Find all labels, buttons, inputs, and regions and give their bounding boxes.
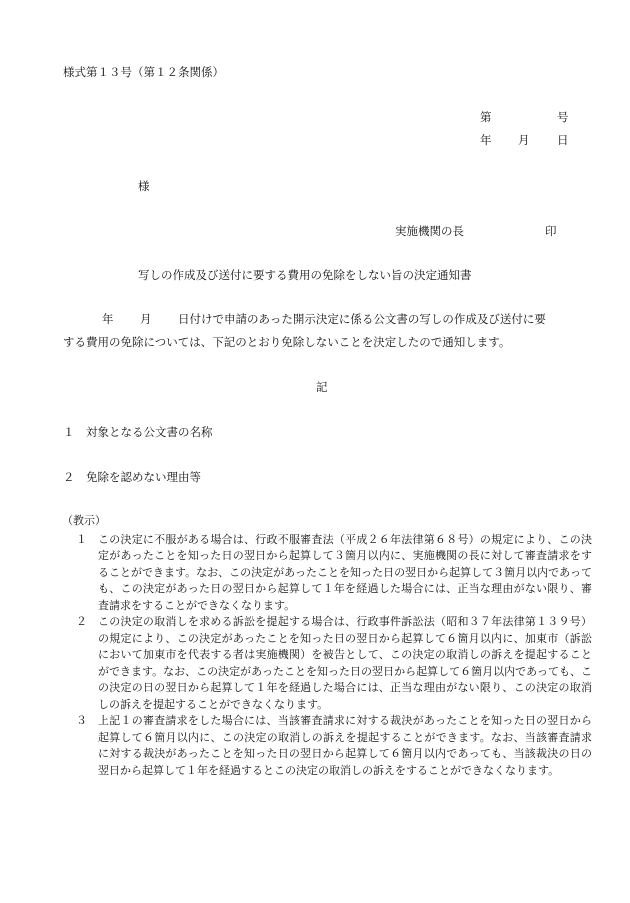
- notice-item-number: ２: [76, 615, 87, 628]
- addressee: 様: [138, 179, 150, 193]
- item-2: ２ 免除を認めない理由等: [63, 470, 201, 484]
- notice-item: [62, 713, 592, 779]
- body-month: 月: [140, 312, 152, 326]
- doc-number-prefix: 第: [480, 110, 492, 124]
- document-title: 写しの作成及び送付に要する費用の免除をしない旨の決定通知書: [138, 268, 472, 282]
- form-number: 様式第１３号（第１２条関係）: [63, 65, 224, 79]
- notice-item-text: 上記１の審査請求をした場合には、当該審査請求に対する裁決があったことを知った日の翌日から起算して６箇月以内に、この決定の取消しの訴えを提起することができます。なお、当該審査請求に対する裁決があったことを知った日の翌日から起算して６箇月以内であっても、当該裁決の日の翌日から起算して１年を経過するとこの決定の取消しの訴えをすることができなくなります。: [98, 714, 592, 777]
- notice-item-text: この決定に不服がある場合は、行政不服審査法（平成２６年法律第６８号）の規定により、この決定があったことを知った日の翌日から起算して３箇月以内に、実施機関の長に対して審査請求をすることができます。なお、この決定があったことを知った日の翌日から起算して３箇月以内であっても、この決定があった日の翌日から起算して１年を経過した場合には、正当な理由がない限り、審査請求をすることができなくなります。: [98, 532, 592, 612]
- body-line-2: する費用の免除については、下記のとおり免除しないことを決定したので通知します。: [63, 335, 511, 349]
- notice-item-text: この決定の取消しを求める訴訟を提起する場合は、行政事件訴訟法（昭和３７年法律第１３９号）の規定により、この決定があったことを知った日の翌日から起算して６箇月以内に、加東市（訴訟において加東市を代表する者は実施機関）を被告として、この決定の取消しの訴えを提起することができます。なお、この決定があったことを知った日の翌日から起算して６箇月以内であっても、この決定の日の翌日から起算して１年を経過した場合には、正当な理由がない限り、この決定の取消しの訴えを提起することができなくなります。: [98, 615, 592, 711]
- date-month: 月: [518, 133, 530, 147]
- sender: 実施機関の長: [395, 224, 464, 238]
- notice-item: [62, 532, 592, 615]
- ki-heading: 記: [316, 380, 328, 394]
- seal-mark: 印: [545, 224, 557, 238]
- body-line-1: 日付けで申請のあった開示決定に係る公文書の写しの作成及び送付に要: [178, 312, 546, 326]
- notice-heading: （教示）: [62, 514, 106, 527]
- notice-item: [62, 614, 592, 713]
- item-1: １ 対象となる公文書の名称: [63, 425, 213, 439]
- date-year: 年: [480, 133, 492, 147]
- date-day: 日: [557, 133, 569, 147]
- notice-item-number: ３: [76, 714, 87, 727]
- doc-number-suffix: 号: [557, 110, 569, 124]
- notice-section: [62, 513, 592, 779]
- body-year: 年: [102, 312, 114, 326]
- notice-item-number: １: [76, 532, 87, 546]
